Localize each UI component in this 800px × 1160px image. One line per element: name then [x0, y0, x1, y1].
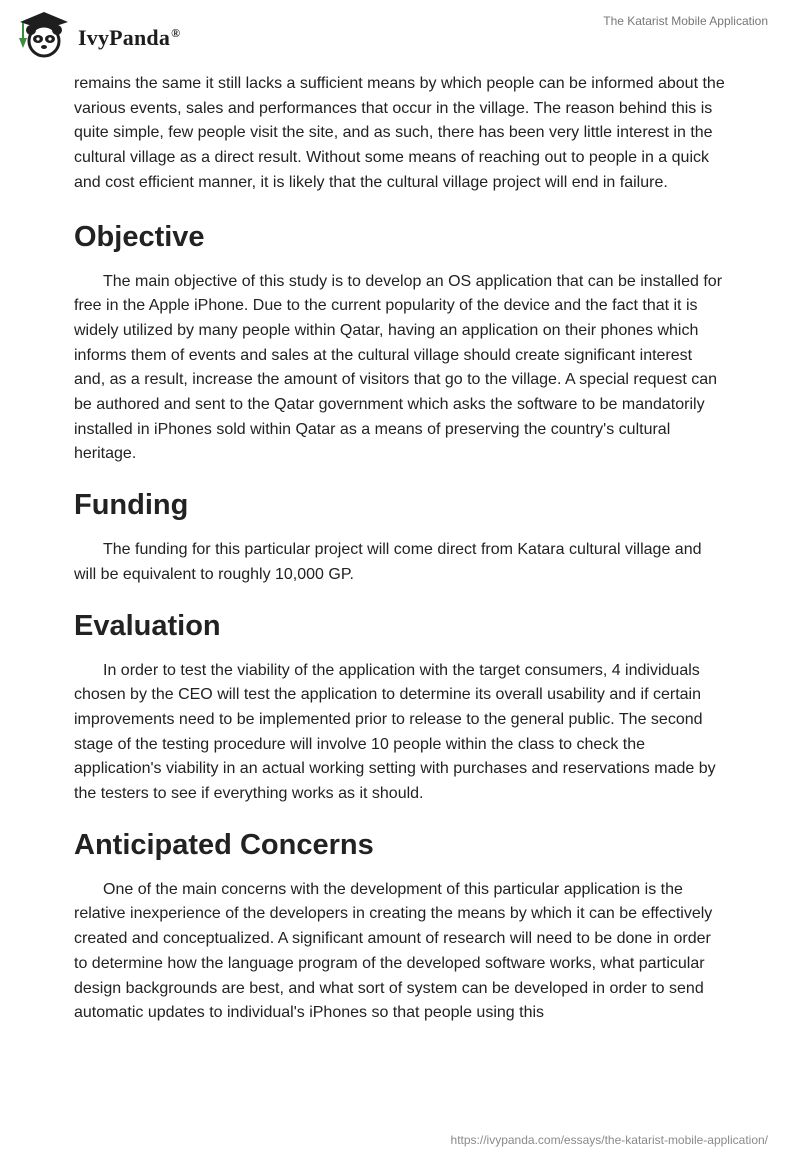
essay-body [74, 72, 726, 1026]
section-heading-funding: Funding [74, 489, 189, 522]
source-url[interactable]: https://ivypanda.com/essays/the-katarist-mobile-application/ [450, 1133, 768, 1147]
section-text-anticipated-concerns: One of the main concerns with the development of this particular application is the relative inexperience of the developers in creating the means by which it can be effectively created and conceptualized. A significant amount of research will need to be done in order to determine how the language program of the developed software works, what particular design backgrounds are best, and what sort of system can be developed in order to send automatic updates to individual's iPhones so that people using this [74, 880, 713, 1022]
page-header [0, 0, 800, 70]
intro-paragraph: remains the same it still lacks a sufficient means by which people can be informed about the various events, sales and performances that occur in the village. The reason behind this is quite simple, few people visit the site, and as such, there has been very little interest in the cultural village as a direct result. Without some means of reaching out to people in a quick and cost efficient manner, it is likely that the cultural village project will end in failure. [74, 75, 725, 191]
section-text-funding: The funding for this particular project will come direct from Katara cultural village and will be equivalent to roughly 10,000 GP. [74, 541, 702, 583]
section-heading-anticipated-concerns: Anticipated Concerns [74, 828, 374, 861]
document-title: The Katarist Mobile Application [603, 14, 768, 28]
brand-name: IvyPanda® [78, 25, 181, 50]
ivypanda-logo[interactable] [14, 8, 180, 60]
panda-graduate-icon [14, 8, 74, 60]
section-heading-objective: Objective [74, 220, 205, 253]
section-heading-evaluation: Evaluation [74, 609, 221, 642]
registered-mark: ® [171, 25, 181, 40]
section-text-evaluation: In order to test the viability of the application with the target consumers, 4 individuals chosen by the CEO will test the application to determine its overall usability and if certain improvements need to be implemented prior to release to the general public. The second stage of the testing procedure will involve 10 people within the class to check the application's viability in an actual working setting with purchases and reservations made by the testers to see if everything works as it should. [74, 661, 716, 803]
section-text-objective: The main objective of this study is to develop an OS application that can be installed for free in the Apple iPhone. Due to the current popularity of the device and the fact that it is widely utilized by many people within Qatar, having an application on their phones which informs them of events and sales at the cultural village should create significant interest and, as a result, increase the amount of visitors that go to the village. A special request can be authored and sent to the Qatar government which asks the software to be mandatorily installed in iPhones sold within Qatar as a means of preserving the country's cultural heritage. [74, 272, 723, 463]
